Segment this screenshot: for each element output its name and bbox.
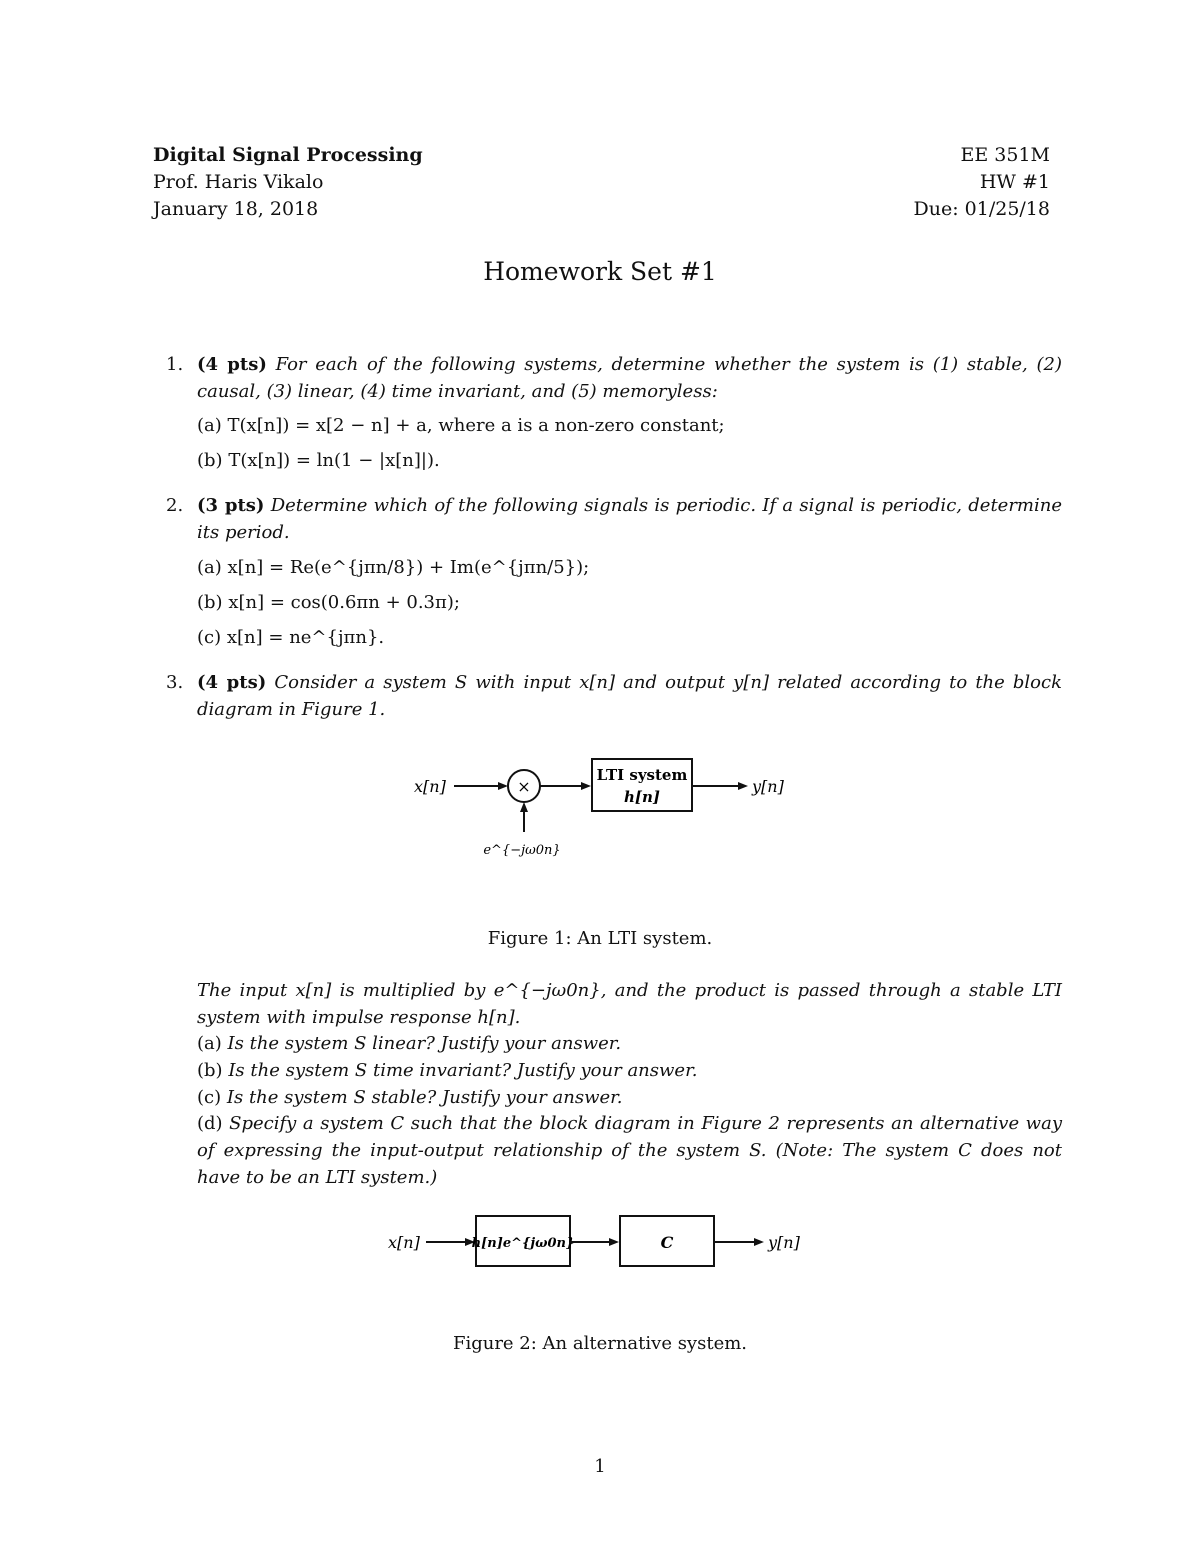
problem-1-points: (4 pts) (197, 354, 267, 375)
part-text: x[n] = cos(0.6πn + 0.3π); (228, 592, 460, 613)
problem-2-text: Determine which of the following signals is periodic. If a signal is periodic, determine its period. (197, 495, 1063, 543)
part-text: T(x[n]) = x[2 − n] + a, where a is a non-zero constant; (227, 415, 725, 436)
part-text: x[n] = Re(e^{jπn/8}) + Im(e^{jπn/5}); (227, 557, 590, 578)
part-label: (c) (197, 627, 222, 648)
problem-2-part-b (197, 589, 460, 616)
part-text: Specify a system C such that the block diagram in Figure 2 represents an alternative way of expressing the input-output relationship of the system S. (Note: The system C does not have to be an LTI system.) (197, 1113, 1062, 1188)
part-text: x[n] = ne^{jπn}. (226, 627, 385, 648)
hw-label: HW #1 (979, 171, 1050, 193)
problem-2-number: 2. (166, 495, 184, 516)
problem-3-statement (197, 669, 1062, 723)
part-label: (a) (197, 415, 222, 436)
page-number: 1 (594, 1456, 606, 1477)
problem-2-statement (197, 492, 1062, 546)
fig1-box-line2: h[n] (623, 788, 661, 806)
problem-2-points: (3 pts) (197, 495, 265, 516)
part-label: (a) (197, 1033, 222, 1054)
figure-2-caption: Figure 2: An alternative system. (452, 1333, 748, 1354)
part-label: (b) (197, 450, 223, 471)
fig1-arrowhead-mid (581, 782, 591, 790)
figure-1-caption: Figure 1: An LTI system. (487, 928, 713, 949)
problem-3-part-a (197, 1030, 1062, 1057)
part-label: (b) (197, 1060, 223, 1081)
problem-3-description: The input x[n] is multiplied by e^{−jω0n}, and the product is passed through a stable LTI system with impulse response h[n]. (197, 980, 1062, 1028)
fig1-box-line1: LTI system (596, 766, 688, 784)
problem-3-part-b (197, 1057, 1062, 1084)
fig2-arrowhead-out (754, 1238, 764, 1246)
problem-1-part-b (197, 447, 440, 474)
due-date: Due: 01/25/18 (913, 198, 1050, 220)
problem-3-text: Consider a system S with input x[n] and output y[n] related according to the block diagram in Figure 1. (197, 672, 1062, 720)
problem-3-points: (4 pts) (197, 672, 267, 693)
header-right (850, 142, 1050, 223)
problem-3-part-c (197, 1084, 1062, 1111)
problem-1-statement (197, 351, 1062, 405)
document-date: January 18, 2018 (153, 198, 319, 220)
fig1-modulator-label: e^{−jω0n} (483, 843, 561, 858)
part-label: (b) (197, 592, 223, 613)
part-text: T(x[n]) = ln(1 − |x[n]|). (228, 450, 440, 471)
page-title: Homework Set #1 (483, 257, 717, 286)
header-left (153, 142, 423, 223)
professor-name: Prof. Haris Vikalo (153, 171, 324, 193)
problem-3-number: 3. (166, 672, 184, 693)
fig1-output-label: y[n] (752, 777, 784, 796)
part-label: (d) (197, 1113, 223, 1134)
figure-1-diagram (400, 750, 800, 870)
part-text: Is the system S time invariant? Justify your answer. (228, 1060, 698, 1081)
problem-1-number: 1. (166, 354, 184, 375)
figure-2-diagram (380, 1210, 820, 1274)
fig1-input-label: x[n] (414, 777, 446, 796)
course-name: Digital Signal Processing (153, 144, 423, 166)
part-text: Is the system S stable? Justify your answer. (226, 1087, 623, 1108)
problem-2-part-c (197, 624, 384, 651)
fig2-output-label: y[n] (768, 1233, 800, 1252)
fig2-input-label: x[n] (388, 1233, 420, 1252)
fig1-arrowhead-out (738, 782, 748, 790)
part-label: (a) (197, 557, 222, 578)
fig1-arrowhead-up (520, 802, 528, 812)
fig2-c-label: C (660, 1233, 674, 1252)
fig2-arrowhead-mid (609, 1238, 619, 1246)
course-code: EE 351M (960, 144, 1050, 166)
part-text: Is the system S linear? Justify your answer. (227, 1033, 622, 1054)
fig2-filter-label: h[n]e^{jω0n} (471, 1236, 575, 1251)
fig1-arrowhead-in (498, 782, 508, 790)
fig1-multiplier-symbol: × (517, 777, 531, 796)
part-label: (c) (197, 1087, 222, 1108)
problem-2-part-a (197, 554, 589, 581)
problem-3-part-d (197, 1110, 1062, 1191)
problem-1-part-a (197, 412, 725, 439)
problem-1-text: For each of the following systems, determine whether the system is (1) stable, (2) causal, (3) linear, (4) time invariant, and (5) memoryless: (197, 354, 1062, 402)
